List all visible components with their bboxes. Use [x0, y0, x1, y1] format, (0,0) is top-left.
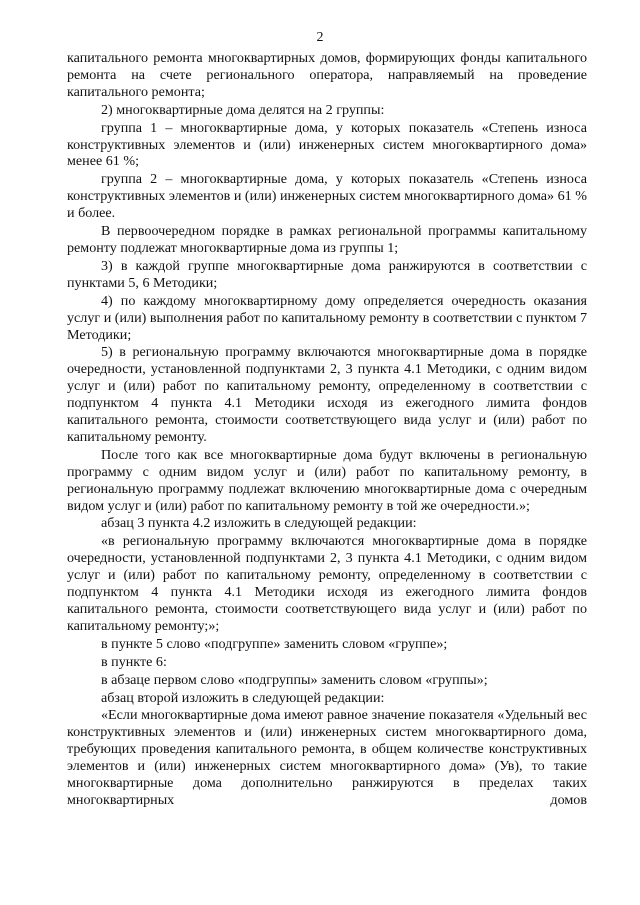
paragraph: 2) многоквартирные дома делятся на 2 группы: [101, 101, 385, 118]
paragraph: «в региональную программу включаются многоквартирные дома в порядке очередности, установленной подпунктами 2, 3 пункта 4.1 Методики, с одним видом услуг и (или) работ по капитальному ремонту, определенному в соответствии с подпунктом 4 пункта 4.1 Методики исходя из ежегодного лимита фондов капитального ремонта, стоимости соответствующего вида услуг и (или) работ по капитальному ремонту;»; [67, 533, 587, 634]
paragraph: в абзаце первом слово «подгруппы» заменить словом «группы»; [101, 671, 488, 688]
paragraph: в пункте 5 слово «подгруппе» заменить словом «группе»; [101, 635, 448, 652]
paragraph: 3) в каждой группе многоквартирные дома ранжируются в соответствии с пунктами 5, 6 Методики; [67, 257, 587, 291]
page-number: 2 [316, 30, 324, 45]
paragraph: После того как все многоквартирные дома будут включены в региональную программу с одним видом услуг и (или) работ по капитальному ремонту, в региональную программу подлежат включению многоквартирные дома с очередным видом услуг и (или) работ по капитальному ремонту в той же очередности.»; [67, 446, 587, 514]
document-body [67, 50, 587, 810]
paragraph: группа 1 – многоквартирные дома, у которых показатель «Степень износа конструктивных элементов и (или) инженерных систем многоквартирного дома» менее 61 %; [67, 119, 587, 170]
paragraph: 4) по каждому многоквартирному дому определяется очередность оказания услуг и (или) выполнения работ по капитальному ремонту в соответствии с пунктом 7 Методики; [67, 292, 587, 343]
paragraph: группа 2 – многоквартирные дома, у которых показатель «Степень износа конструктивных элементов и (или) инженерных систем многоквартирного дома» 61 % и более. [67, 171, 587, 222]
paragraph: 5) в региональную программу включаются многоквартирные дома в порядке очередности, установленной подпунктами 2, 3 пункта 4.1 Методики, с одним видом услуг и (или) работ по капитальному ремонту, определенному в соответствии с подпунктом 4 пункта 4.1 Методики исходя из ежегодного лимита фондов капитального ремонта, стоимости соответствующего вида услуг и (или) работ по капитальному ремонту. [67, 344, 587, 445]
paragraph: «Если многоквартирные дома имеют равное значение показателя «Удельный вес конструктивных элементов и (или) инженерных систем многоквартирного дома, требующих проведения капитального ремонта, в общем количестве конструктивных элементов и (или) инженерных систем многоквартирного дома» (Ув), то такие многоквартирные дома дополнительно ранжируются в пределах таких многоквартирных домов [67, 707, 587, 808]
paragraph: в пункте 6: [101, 653, 167, 670]
paragraph: капитального ремонта многоквартирных домов, формирующих фонды капитального ремонта на счете регионального оператора, направляемый на проведение капитального ремонта; [67, 50, 587, 100]
paragraph: В первоочередном порядке в рамках региональной программы капитальному ремонту подлежат многоквартирные дома из группы 1; [67, 223, 587, 256]
paragraph: абзац 3 пункта 4.2 изложить в следующей редакции: [101, 515, 417, 532]
paragraph: абзац второй изложить в следующей редакции: [101, 689, 385, 706]
